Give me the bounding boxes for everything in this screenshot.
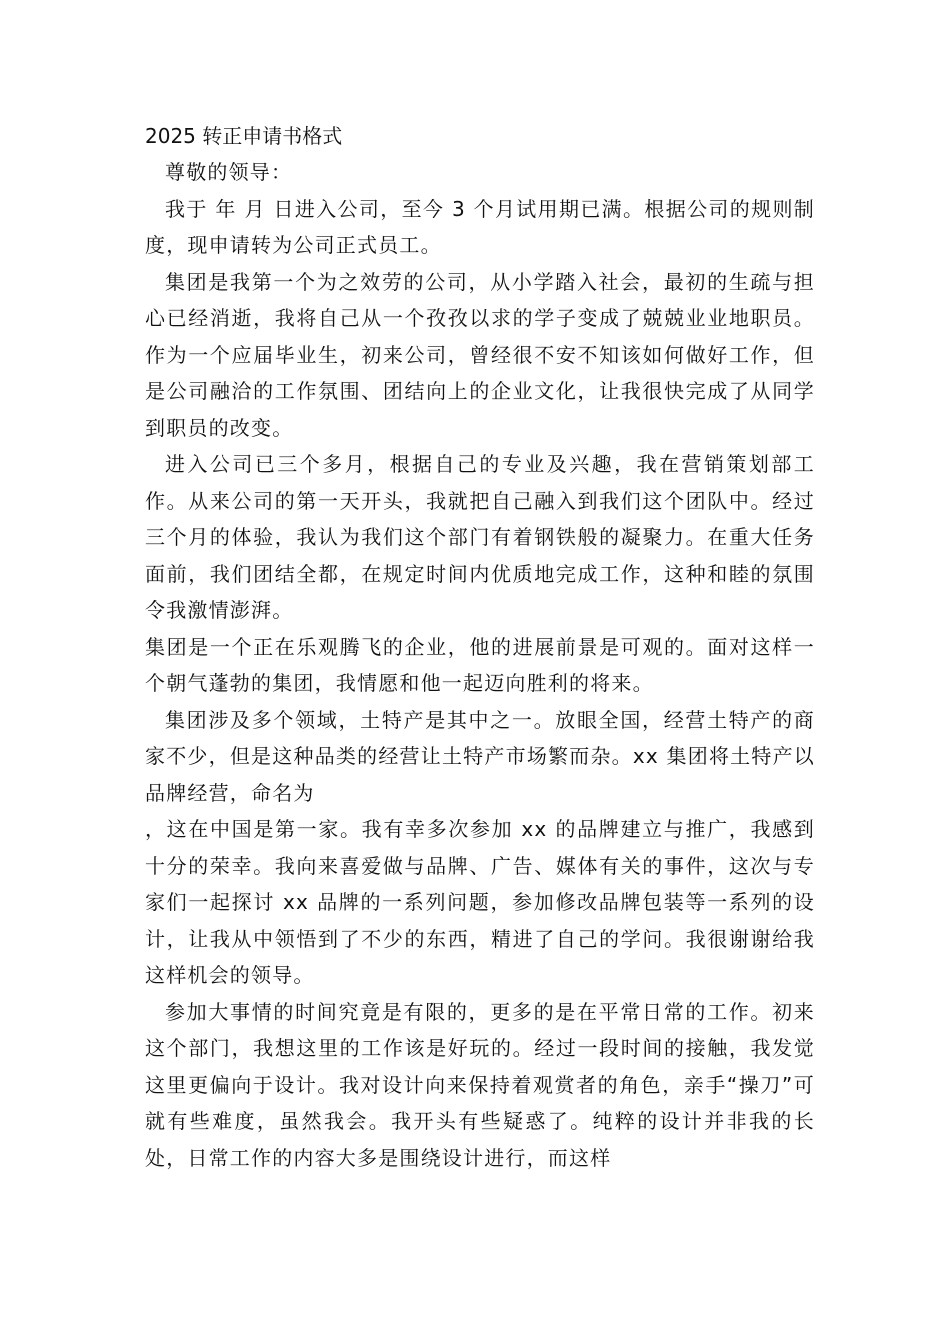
paragraph-4: 集团是一个正在乐观腾飞的企业，他的进展前景是可观的。面对这样一个朝气蓬勃的集团，我情愿和他一起迈向胜利的将来。 — [145, 634, 815, 695]
paragraph-7: 参加大事情的时间究竟是有限的，更多的是在平常日常的工作。初来这个部门，我想这里的工作该是好玩的。经过一段时间的接触，我发觉这里更偏向于设计。我对设计向来保持着观赏者的角色，亲手“操刀”可就有些难度，虽然我会。我开头有些疑惑了。纯粹的设计并非我的长处，日常工作的内容大多是围绕设计进行，而这样 — [145, 999, 815, 1170]
paragraph-1: 我于 年 月 日进入公司，至今 3 个月试用期已满。根据公司的规则制度，现申请转为公司正式员工。 — [145, 196, 815, 257]
paragraph-5: 集团涉及多个领域，土特产是其中之一。放眼全国，经营土特产的商家不少，但是这种品类的经营让土特产市场繁而杂。xx 集团将土特产以品牌经营，命名为 — [145, 707, 815, 805]
salutation: 尊敬的领导： — [165, 160, 293, 184]
paragraph-6: ，这在中国是第一家。我有幸多次参加 xx 的品牌建立与推广，我感到十分的荣幸。我向来喜爱做与品牌、广告、媒体有关的事件，这次与专家们一起探讨 xx 品牌的一系列问题，参加修改品牌包装等一系列的设计，让我从中领悟到了不少的东西，精进了自己的学问。我很谢谢给我这样机会的领导。 — [145, 817, 815, 987]
document-body — [145, 118, 815, 1176]
document-title: 2025 转正申请书格式 — [145, 124, 343, 148]
paragraph-3: 进入公司已三个多月，根据自己的专业及兴趣，我在营销策划部工作。从来公司的第一天开头，我就把自己融入到我们这个团队中。经过三个月的体验，我认为我们这个部门有着钢铁般的凝聚力。在重大任务面前，我们团结全都，在规定时间内优质地完成工作，这种和睦的氛围令我激情澎湃。 — [145, 452, 815, 622]
paragraph-2: 集团是我第一个为之效劳的公司，从小学踏入社会，最初的生疏与担心已经消逝，我将自己从一个孜孜以求的学子变成了兢兢业业地职员。作为一个应届毕业生，初来公司，曾经很不安不知该如何做好工作，但是公司融洽的工作氛围、团结向上的企业文化，让我很快完成了从同学到职员的改变。 — [145, 269, 815, 440]
